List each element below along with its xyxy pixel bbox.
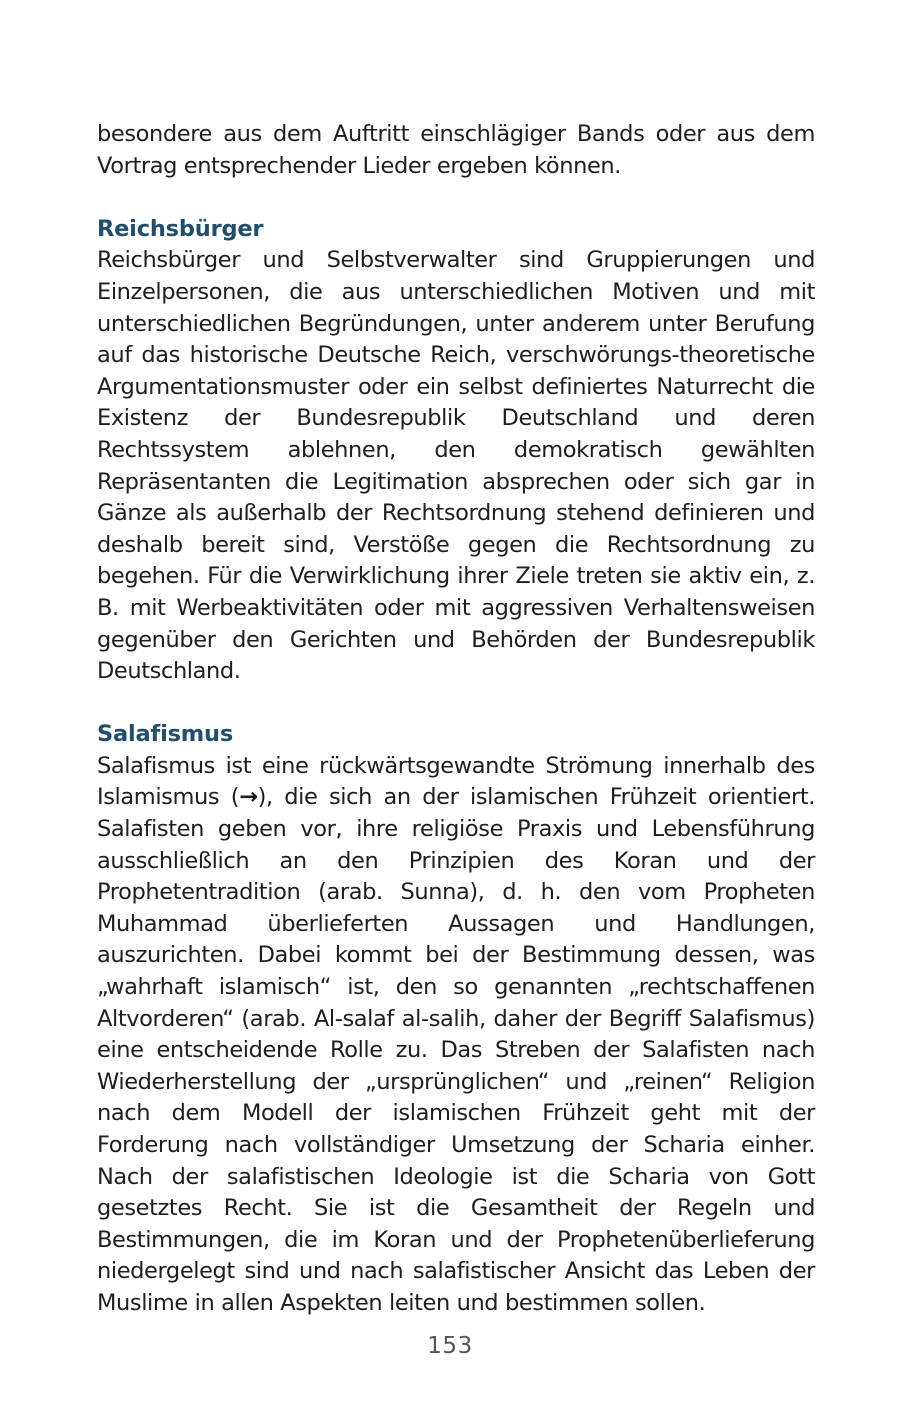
page-number: 153 bbox=[427, 1333, 473, 1359]
section-spacer bbox=[97, 182, 815, 214]
salafismus-text-part-2: ), die sich an der islamischen Frühzeit orientiert. Salafisten geben vor, ihre religiöse Praxis und Lebensführung ausschließlich an den Prinzipien des Koran und der Prophetentradition (arab. Sunna), d. h. den vom Propheten Muhammad überlieferten Aussagen und Handlungen, auszurichten. Dabei kommt bei der Bestimmung dessen, was „wahrhaft islamisch“ ist, den so genannten „rechtschaffenen Altvorderen“ (arab. Al-salaf al-salih, daher der Begriff Salafismus) eine entscheidende Rolle zu. Das Streben der Salafisten nach Wiederherstellung der „ursprünglichen“ und „reinen“ Religion nach dem Modell der islamischen Frühzeit geht mit der Forderung nach vollständiger Umsetzung der Scharia einher. Nach der salafistischen Ideologie ist die Scharia von Gott gesetztes Recht. Sie ist die Gesamtheit der Regeln und Bestimmungen, die im Koran und der Prophetenüberlieferung niedergelegt sind und nach salafistischer Ansicht das Leben der Muslime in allen Aspekten leiten und bestimmen sollen. bbox=[97, 784, 815, 1316]
reichsbuerger-heading: Reichsbürger bbox=[97, 215, 264, 242]
arrow-right-icon: → bbox=[239, 784, 258, 811]
section-spacer bbox=[97, 688, 815, 720]
reichsbuerger-paragraph: Reichsbürger und Selbstverwalter sind Gruppierungen und Einzelpersonen, die aus unterschiedlichen Motiven und mit unterschiedlichen Begründungen, unter anderem unter Berufung auf das historische Deutsche Reich, verschwörungs-theoretische Argumentationsmuster oder ein selbst definiertes Naturrecht die Existenz der Bundesrepublik Deutschland und deren Rechtssystem ablehnen, den demokratisch gewählten Repräsentanten die Legitimation absprechen oder sich gar in Gänze als außerhalb der Rechtsordnung stehend definieren und deshalb bereit sind, Verstöße gegen die Rechtsordnung zu begehen. Für die Verwirklichung ihrer Ziele treten sie aktiv ein, z. B. mit Werbeaktivitäten oder mit aggressiven Verhaltensweisen gegenüber den Gerichten und Behörden der Bundesrepublik Deutschland. bbox=[97, 247, 815, 685]
intro-paragraph: besondere aus dem Auftritt einschlägiger Bands oder aus dem Vortrag entsprechender Lieder ergeben können. bbox=[97, 121, 815, 179]
salafismus-text-part-1: Salafismus ist eine rückwärtsgewandte Strömung innerhalb des Islamismus ( bbox=[97, 752, 815, 811]
salafismus-paragraph bbox=[97, 751, 815, 1320]
page-body bbox=[97, 119, 815, 1320]
salafismus-heading: Salafismus bbox=[97, 721, 234, 748]
